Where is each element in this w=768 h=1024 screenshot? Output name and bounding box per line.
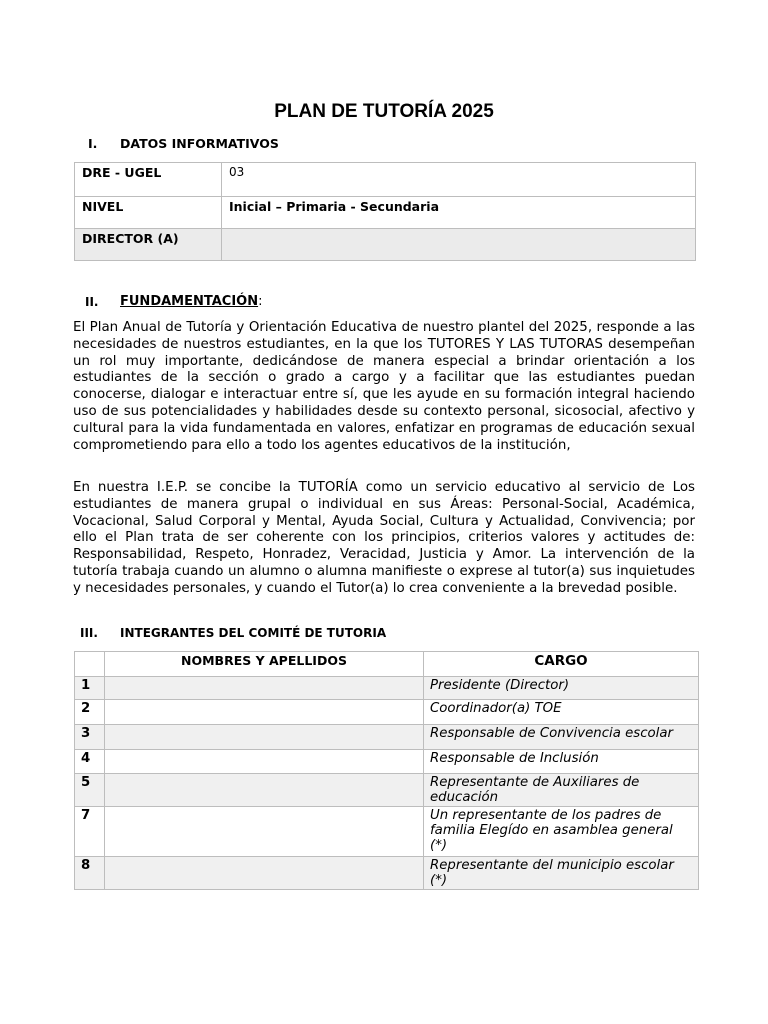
row-number: 4 <box>75 750 105 774</box>
committee-row <box>75 700 699 725</box>
document-title: PLAN DE TUTORÍA 2025 <box>274 101 494 122</box>
row-number: 7 <box>75 807 105 857</box>
info-row-dre-ugel <box>75 163 696 197</box>
committee-row <box>75 774 699 807</box>
header-number-cell <box>75 652 105 677</box>
row-number: 5 <box>75 774 105 807</box>
row-number: 3 <box>75 725 105 750</box>
info-row-director <box>75 229 696 261</box>
row-role: Responsable de Convivencia escolar <box>424 725 699 750</box>
info-value: Inicial – Primaria - Secundaria <box>222 197 696 229</box>
row-role: Representante de Auxiliares de educación <box>424 774 699 807</box>
row-name <box>105 807 424 857</box>
info-label: NIVEL <box>75 197 222 229</box>
section-number: III. <box>80 626 98 640</box>
committee-row <box>75 677 699 700</box>
info-row-nivel <box>75 197 696 229</box>
header-role: CARGO <box>424 652 699 677</box>
paragraph-2: En nuestra I.E.P. se concibe la TUTORÍA como un servicio educativo al servicio de Los estudiantes de manera grupal o individual en sus Áreas: Personal-Social, Académica, Vocacional, Salud Corporal y Mental, Ayuda Social, Cultura y Actualidad, Convivencia; por ello el Plan trata de ser coherente con los principios, criterios valores y actitudes de: Responsabilidad, Respeto, Honradez, Veracidad, Justicia y Amor. La intervención de la tutoría trabaja cuando un alumno o alumna manifieste o exprese al tutor(a) sus inquietudes y necesidades personales, y cuando el Tutor(a) lo crea conveniente a la brevedad posible. <box>73 480 695 596</box>
row-name <box>105 750 424 774</box>
section-label: FUNDAMENTACIÓN <box>120 294 259 309</box>
header-names: NOMBRES Y APELLIDOS <box>105 652 424 677</box>
info-value: 03 <box>222 163 696 197</box>
row-role: Responsable de Inclusión <box>424 750 699 774</box>
row-name <box>105 725 424 750</box>
row-name <box>105 857 424 890</box>
info-value <box>222 229 696 261</box>
committee-row <box>75 750 699 774</box>
section-label: INTEGRANTES DEL COMITÉ DE TUTORIA <box>120 626 387 640</box>
row-number: 2 <box>75 700 105 725</box>
row-role: Un representante de los padres de familia Elegído en asamblea general (*) <box>424 807 699 857</box>
row-name <box>105 677 424 700</box>
committee-row <box>75 857 699 890</box>
row-number: 1 <box>75 677 105 700</box>
row-role: Presidente (Director) <box>424 677 699 700</box>
paragraph-1: El Plan Anual de Tutoría y Orientación Educativa de nuestro plantel del 2025, responde a las necesidades de nuestros estudiantes, en la que los TUTORES Y LAS TUTORAS desempeñan un rol muy importante, dedicándose de manera especial a brindar orientación a los estudiantes de la sección o grado a cargo y a facilitar que las estudiantes puedan conocerse, dialogar e interactuar entre sí, que les ayude en su formación integral haciendo uso de sus potencialidades y habilidades desde su contexto personal, sicosocial, afectivo y cultural para la vida fundamentada en valores, enfatizar en programas de educación sexual comprometiendo para ello a todo los agentes educativos de la institución, <box>73 320 695 453</box>
section-number: II. <box>85 295 99 309</box>
row-role: Representante del municipio escolar (*) <box>424 857 699 890</box>
info-label: DIRECTOR (A) <box>75 229 222 261</box>
section-label-suffix: : <box>258 294 263 309</box>
row-role: Coordinador(a) TOE <box>424 700 699 725</box>
committee-row <box>75 807 699 857</box>
info-table <box>74 162 696 261</box>
committee-header-row <box>75 652 699 677</box>
row-name <box>105 700 424 725</box>
info-label: DRE - UGEL <box>75 163 222 197</box>
row-name <box>105 774 424 807</box>
row-number: 8 <box>75 857 105 890</box>
section-label: DATOS INFORMATIVOS <box>120 136 279 151</box>
committee-row <box>75 725 699 750</box>
committee-table <box>74 651 699 890</box>
section-number: I. <box>88 136 98 151</box>
